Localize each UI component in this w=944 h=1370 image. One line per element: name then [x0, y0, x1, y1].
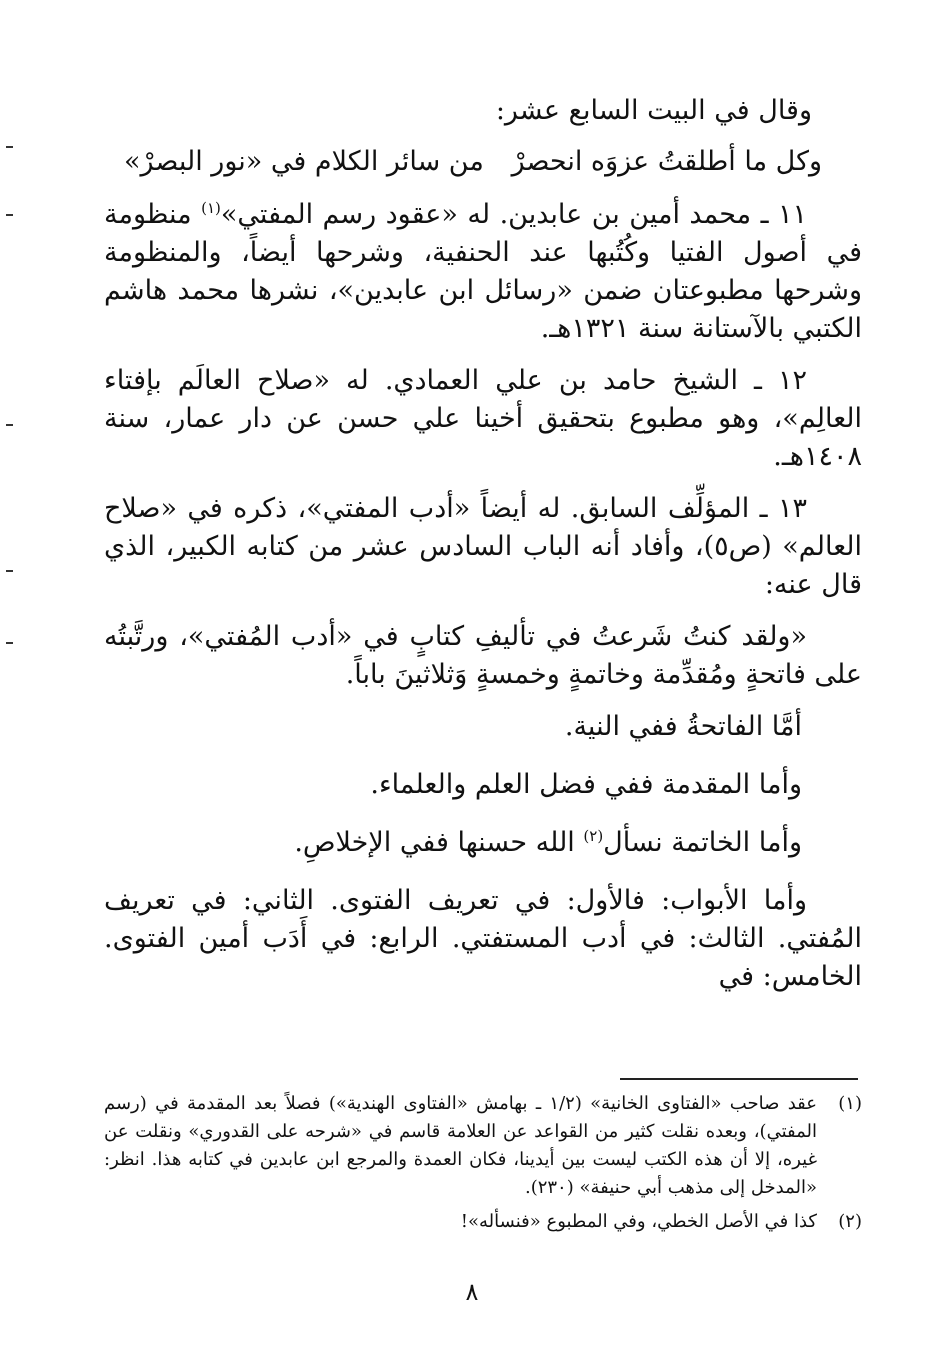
- page-number: ٨: [465, 1278, 479, 1306]
- footnote-ref-1: (١): [201, 199, 221, 217]
- paragraph-11-text-a: ١١ ـ محمد أمين بن عابدين. له «عقود رسم المفتي»: [220, 199, 807, 230]
- abwab-paragraph: وأما الأبواب: فالأول: في تعريف الفتوى. الثاني: في تعريف المُفتي. الثالث: في أدب المستفتي. الرابع: في أَدَب أمين الفتوى. الخامس: في: [104, 885, 862, 992]
- footnote-1: [104, 1090, 862, 1202]
- footnotes: [104, 1090, 862, 1242]
- muqaddima-line: وأما المقدمة ففي فضل العلم والعلماء.: [370, 769, 802, 800]
- footnote-ref-2: (٢): [583, 827, 604, 845]
- verse-second-hemistich: من سائر الكلام في «نور البصرْ»: [124, 146, 484, 177]
- intro-line: وقال في البيت السابع عشر:: [495, 95, 812, 126]
- main-text: [104, 92, 862, 996]
- khatima-text-b: الله حسنها ففي الإخلاصِ.: [294, 827, 584, 858]
- quote-paragraph: «ولقد كنتُ شَرعتُ في تأليفِ كتابٍ في «أدب المُفتي»، ورتَّبتُه على فاتحةٍ ومُقدِّمة وخاتمةٍ وخمسةٍ وَثلاثينَ باباً.: [104, 621, 862, 690]
- verse-first-hemistich: وكل ما أطلقتُ عزوَه انحصرْ: [511, 146, 822, 177]
- footnote-separator: [620, 1078, 858, 1080]
- footnote-1-number: (١): [838, 1093, 862, 1114]
- paragraph-11: [104, 196, 862, 348]
- khatima-text-a: وأما الخاتمة نسأل: [603, 827, 802, 858]
- margin-mark: [6, 146, 13, 148]
- paragraph-11-text-b: منظومة في أصول الفتيا وكُتُبها عند الحنفية، وشرحها أيضاً، والمنظومة وشرحها مطبوعتان ضمن «رسائل ابن عابدين»، نشرها محمد هاشم الكتبي بالآستانة سنة ١٣٢١هـ.: [104, 199, 862, 344]
- margin-mark: [6, 424, 13, 426]
- footnote-2-number: (٢): [838, 1211, 862, 1232]
- footnote-2: [104, 1208, 862, 1236]
- margin-mark: [6, 214, 13, 216]
- margin-mark: [6, 570, 13, 572]
- khatima-line: [104, 824, 862, 862]
- fatiha-line: أمَّا الفاتحةُ ففي النية.: [564, 711, 802, 742]
- footnote-2-text: كذا في الأصل الخطي، وفي المطبوع «فنسأله»!: [460, 1211, 817, 1232]
- paragraph-12: ١٢ ـ الشيخ حامد بن علي العمادي. له «صلاح العالَم بإفتاء العالِم»، وهو مطبوع بتحقيق أخينا علي حسن عن دار عمار، سنة ١٤٠٨هـ.: [104, 365, 862, 472]
- footnote-1-text: عقد صاحب «الفتاوى الخانية» (١/٢ ـ بهامش «الفتاوى الهندية») فصلاً بعد المقدمة في (رسم المفتي)، وبعده نقلت كثير من القواعد عن العلامة قاسم في «شرحه على القدوري» ونقلت عن غيره، إلا أن هذه الكتب ليست بين أيدينا، فكان العمدة والمرجع ابن عابدين في كتابه هذا. انظر: «المدخل إلى مذهب أبي حنيفة» (٢٣٠).: [104, 1093, 817, 1198]
- margin-mark: [6, 642, 13, 644]
- poetry-verse: [104, 142, 862, 182]
- paragraph-13: ١٣ ـ المؤلِّف السابق. له أيضاً «أدب المفتي»، ذكره في «صلاح العالم» (ص٥)، وأفاد أنه الباب السادس عشر من كتابه الكبير، الذي قال عنه:: [104, 493, 862, 600]
